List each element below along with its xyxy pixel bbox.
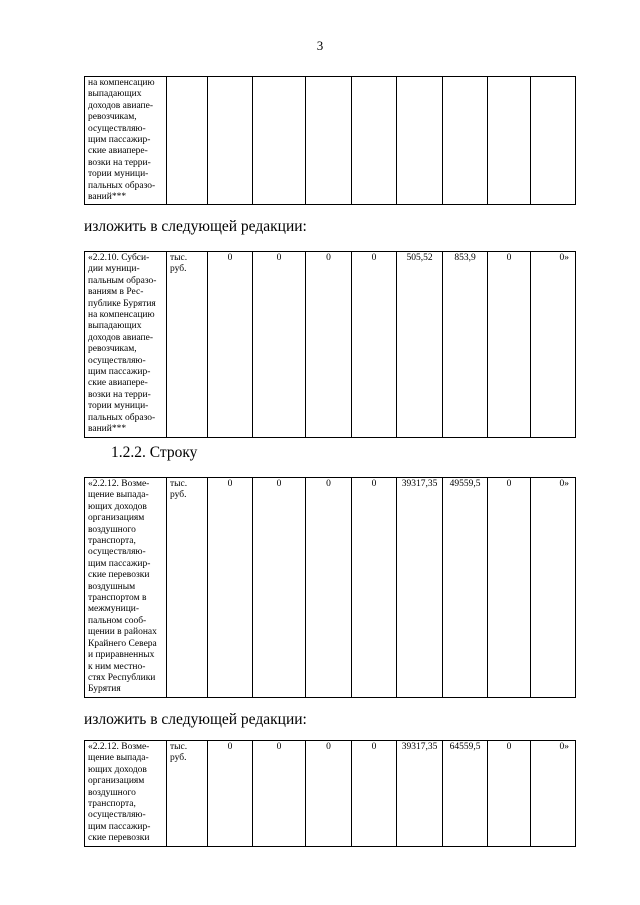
value-cell-1: 0	[208, 478, 253, 698]
name-line: «2.2.10. Субси-	[88, 253, 150, 263]
name-line: дии муници-	[88, 264, 140, 275]
name-line: тории муници-	[88, 169, 149, 180]
value-cell-2: 0	[253, 478, 306, 698]
unit-cell: тыс. руб.	[167, 741, 208, 847]
heading-new-edition-1: изложить в следующей редакции:	[84, 218, 307, 235]
table-row	[85, 478, 576, 698]
value-cell-8: 0»	[531, 252, 576, 438]
name-line: возки на терри-	[88, 389, 151, 400]
name-line: ские перевозки	[88, 570, 150, 581]
value-cell-2	[253, 77, 306, 205]
name-line: на компенсацию	[88, 78, 155, 88]
name-line: Крайнего Севера	[88, 638, 157, 649]
table-row	[85, 741, 576, 847]
value-cell-6	[443, 77, 488, 205]
value-cell-1: 0	[208, 741, 253, 847]
name-lines	[88, 479, 163, 696]
name-line: транспорта,	[88, 799, 136, 810]
name-line: ваний***	[88, 424, 127, 435]
value-cell-3	[306, 77, 352, 205]
name-line: «2.2.12. Возме-	[88, 479, 150, 489]
value-cell-6: 64559,5	[443, 741, 488, 847]
name-line: Бурятия	[88, 684, 121, 695]
table-row	[85, 77, 576, 205]
value-cell-7: 0	[488, 252, 531, 438]
value-cell-3: 0	[306, 741, 352, 847]
name-line: ревозчикам,	[88, 112, 137, 123]
name-line: тории муници-	[88, 401, 149, 412]
value-cell-6: 49559,5	[443, 478, 488, 698]
name-line: щим пассажир-	[88, 367, 151, 378]
value-cell-8	[531, 77, 576, 205]
name-lines	[88, 253, 163, 436]
value-cell-5: 505,52	[397, 252, 443, 438]
table-new-2-2-10	[84, 251, 576, 438]
value-cell-4: 0	[352, 252, 397, 438]
name-line: воздушным	[88, 581, 136, 592]
name-line: пальным образо-	[88, 275, 157, 286]
unit-cell	[167, 77, 208, 205]
value-cell-2: 0	[253, 252, 306, 438]
name-line: транспорта,	[88, 536, 136, 547]
name-line: щение выпада-	[88, 490, 149, 501]
name-line: на компенсацию	[88, 310, 155, 321]
name-line: стях Республики	[88, 672, 156, 683]
heading-row-1-2-2: 1.2.2. Строку	[111, 444, 198, 461]
name-line: транспортом в	[88, 593, 147, 604]
name-line: ющих доходов	[88, 764, 147, 775]
name-line: пальных образо-	[88, 180, 156, 191]
row-name-cell	[85, 478, 167, 698]
name-line: выпадающих	[88, 321, 142, 332]
name-line: осуществляю-	[88, 123, 146, 134]
name-line: возки на терри-	[88, 157, 151, 168]
heading-new-edition-2: изложить в следующей редакции:	[84, 711, 307, 728]
value-cell-7: 0	[488, 478, 531, 698]
name-line: пальном сооб-	[88, 615, 147, 626]
name-line: ские авиапере-	[88, 146, 148, 157]
row-name-cell	[85, 741, 167, 847]
name-line: организациям	[88, 513, 145, 524]
name-line: ские перевозки	[88, 833, 150, 844]
value-cell-3: 0	[306, 252, 352, 438]
table-fragment-old-2-2-10	[84, 76, 576, 205]
name-line: осуществляю-	[88, 547, 146, 558]
name-line: воздушного	[88, 787, 136, 798]
name-line: и приравненных	[88, 650, 155, 661]
name-line: «2.2.12. Возме-	[88, 742, 150, 752]
row-name-cell	[85, 77, 167, 205]
value-cell-1	[208, 77, 253, 205]
page-number: 3	[316, 38, 324, 53]
value-cell-4: 0	[352, 741, 397, 847]
name-line: ваний***	[88, 192, 127, 203]
value-cell-1: 0	[208, 252, 253, 438]
name-line: осуществляю-	[88, 355, 146, 366]
value-cell-8: 0»	[531, 478, 576, 698]
name-line: щим пассажир-	[88, 135, 151, 146]
name-line: к ним местно-	[88, 661, 146, 672]
name-line: межмуници-	[88, 604, 140, 615]
unit-cell: тыс. руб.	[167, 478, 208, 698]
value-cell-5	[397, 77, 443, 205]
value-cell-7	[488, 77, 531, 205]
unit-cell: тыс. руб.	[167, 252, 208, 438]
value-cell-2: 0	[253, 741, 306, 847]
table-old-2-2-12	[84, 477, 576, 698]
name-line: осуществляю-	[88, 810, 146, 821]
name-line: щение выпада-	[88, 753, 149, 764]
table-row	[85, 252, 576, 438]
name-line: доходов авиапе-	[88, 100, 153, 111]
name-line: пальных образо-	[88, 412, 156, 423]
name-line: воздушного	[88, 524, 136, 535]
value-cell-4	[352, 77, 397, 205]
value-cell-4: 0	[352, 478, 397, 698]
value-cell-7: 0	[488, 741, 531, 847]
name-line: публике Бурятия	[88, 298, 156, 309]
row-name-cell	[85, 252, 167, 438]
name-line: ющих доходов	[88, 501, 147, 512]
name-line: доходов авиапе-	[88, 332, 153, 343]
name-line: щим пассажир-	[88, 821, 151, 832]
name-line: выпадающих	[88, 89, 142, 100]
name-line: ревозчикам,	[88, 344, 137, 355]
name-line: ваниям в Рес-	[88, 287, 144, 298]
value-cell-8: 0»	[531, 741, 576, 847]
name-lines	[88, 78, 163, 203]
name-lines	[88, 742, 163, 845]
table-new-2-2-12	[84, 740, 576, 847]
name-line: щим пассажир-	[88, 558, 151, 569]
value-cell-6: 853,9	[443, 252, 488, 438]
value-cell-5: 39317,35	[397, 478, 443, 698]
name-line: щении в районах	[88, 627, 157, 638]
name-line: организациям	[88, 776, 145, 787]
name-line: ские авиапере-	[88, 378, 148, 389]
value-cell-5: 39317,35	[397, 741, 443, 847]
value-cell-3: 0	[306, 478, 352, 698]
